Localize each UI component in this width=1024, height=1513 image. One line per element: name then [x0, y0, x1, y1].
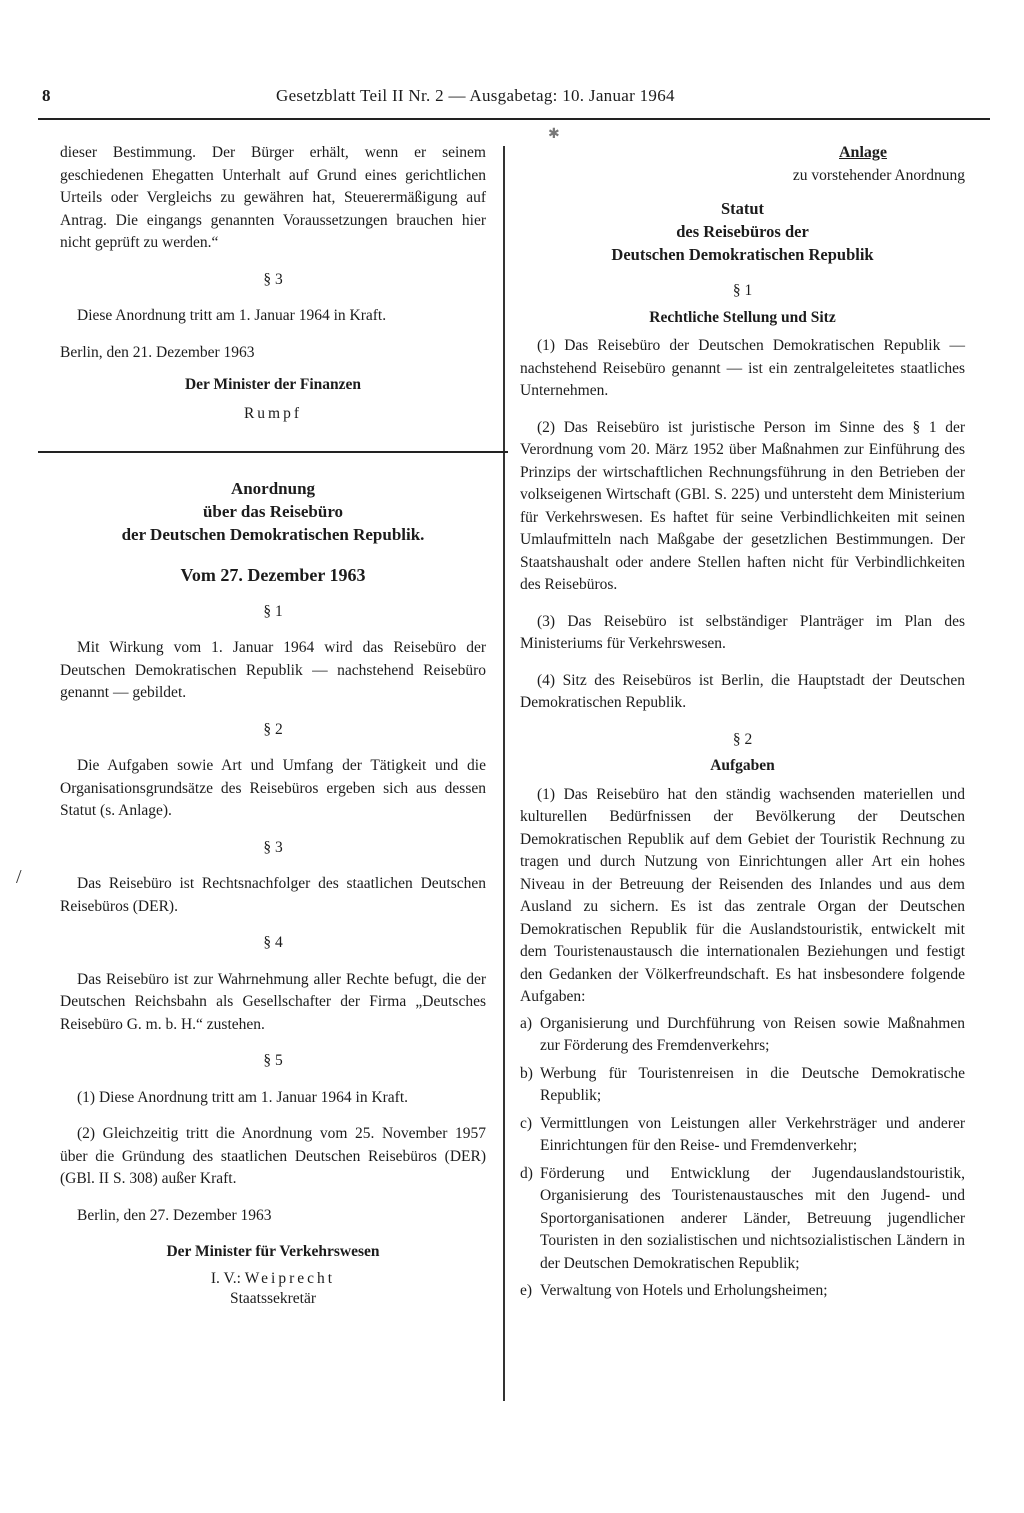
- list-item-label: e): [520, 1282, 533, 1299]
- signer-1-name: Rumpf: [243, 404, 303, 422]
- list-item-text: Werbung für Touristenreisen in die Deutsche Demokratische Republik;: [540, 1064, 965, 1104]
- page-header: [38, 86, 990, 112]
- signer-2-line: [60, 1268, 486, 1291]
- statute-section-2-paragraph-1: (1) Das Reisebüro hat den ständig wachsenden materiellen und kulturellen Bedürfnissen der Bevölkerung der Deutschen Demokratischen Republik auf dem Gebiet der Touristik Rechnung zu tragen und durch Nutzung von Einrichtungen aller Art ein hohes Niveau in der Betreuung der Reisenden des Inlandes und aus dem Ausland zu sichern. Es ist das zentrale Organ der Deutschen Demokratischen Republik für die Auslandstouristik, entwickelt mit dem Touristenaustausch die internationalen Beziehungen und festigt den Gedanken der Völkerfreundschaft. Es hat insbesondere folgende Aufgaben:: [520, 785, 965, 1005]
- statute-section-1-heading: Rechtliche Stellung und Sitz: [649, 308, 836, 326]
- signer-2-prefix: I. V.:: [210, 1269, 245, 1287]
- decree-section-4-text: Das Reisebüro ist zur Wahrnehmung aller Rechte befugt, die der Deutschen Reichsbahn als Gesellschafter der Firma „Deutsches Reisebüro G. m. b. H.“ zustehen.: [60, 970, 486, 1033]
- decree-title-line-1: Anordnung: [230, 479, 316, 498]
- right-column: [520, 142, 965, 1308]
- list-item-label: c): [520, 1114, 533, 1132]
- annex-subtitle: zu vorstehender Anordnung: [792, 166, 965, 184]
- decree-title-line-3: der Deutschen Demokratischen Republik.: [121, 525, 425, 544]
- statute-section-2-heading: Aufgaben: [710, 757, 775, 774]
- statute-section-2-label: § 2: [732, 730, 753, 748]
- decree-date: Vom 27. Dezember 1963: [180, 565, 366, 585]
- statute-title: [520, 197, 965, 266]
- list-item-text: Vermittlungen von Leistungen aller Verkehrsträger und anderer Einrichtungen für den Reise- und Fremdenverkehr;: [540, 1114, 965, 1154]
- list-item: [520, 1013, 965, 1058]
- list-item-text: Verwaltung von Hotels und Erholungsheimen;: [540, 1282, 828, 1299]
- decree-section-1-label: § 1: [263, 602, 283, 620]
- scan-mark: /: [16, 866, 22, 888]
- list-item-text: Organisierung und Durchführung von Reisen sowie Maßnahmen zur Förderung des Fremdenverkehrs;: [540, 1014, 965, 1054]
- statute-section-1-paragraph-4: (4) Sitz des Reisebüros ist Berlin, die Hauptstadt der Deutschen Demokratischen Republik.: [520, 671, 965, 711]
- statute-title-line-1: Statut: [720, 199, 765, 218]
- column-divider: [503, 146, 505, 1401]
- decree-section-1-text: Mit Wirkung vom 1. Januar 1964 wird das Reisebüro der Deutschen Demokratischen Republik — nachstehend Reisebüro genannt — gebildet.: [60, 639, 486, 701]
- left-column: [60, 142, 486, 1311]
- intro-paragraph: dieser Bestimmung. Der Bürger erhält, wenn er seinem geschiedenen Ehegatten Unterhalt auf Grund eines gerichtlichen Urteils oder Vergleichs zu gewähren hat, Steuerermäßigung auf Antrag. Die eingangs genannten Voraussetzungen brauchen hier nicht geprüft zu werden.“: [60, 144, 486, 251]
- list-item-text: Förderung und Entwicklung der Jugendauslandstouristik, Organisierung des Touristenaustausches mit den Jugend- und Sportorganisationen anderer Länder, Betreuung jugendlicher Touristen in den sozialistischen und nichtsozialistischen Ländern in der Deutschen Demokratischen Republik;: [540, 1164, 965, 1272]
- list-item-label: b): [520, 1064, 533, 1082]
- list-item-label: a): [520, 1014, 533, 1032]
- decree-section-4-label: § 4: [263, 934, 283, 951]
- decree-section-2-label: § 2: [263, 720, 283, 738]
- header-rule: [38, 118, 990, 120]
- signer-1-title: Der Minister der Finanzen: [184, 376, 362, 393]
- decree-title-line-2: über das Reisebüro: [202, 502, 344, 521]
- list-item: [520, 1063, 965, 1108]
- decree-section-5-paragraph-2: (2) Gleichzeitig tritt die Anordnung vom 25. November 1957 über die Gründung des staatlichen Deutschen Reisebüros (DER) (GBl. II S. 308) außer Kraft.: [60, 1125, 486, 1187]
- decree-section-3-label: § 3: [263, 838, 283, 856]
- list-item-label: d): [520, 1164, 533, 1182]
- header-title: Gesetzblatt Teil II Nr. 2 — Ausgabetag: 10. Januar 1964: [276, 86, 675, 105]
- statute-section-1-label: § 1: [732, 282, 753, 299]
- place-date-1: Berlin, den 21. Dezember 1963: [60, 343, 255, 361]
- section-3-label: § 3: [263, 270, 283, 288]
- signer-2-role: Staatssekretär: [229, 1290, 317, 1307]
- statute-title-line-3: Deutschen Demokratischen Republik: [611, 245, 874, 264]
- place-date-2: Berlin, den 27. Dezember 1963: [77, 1206, 272, 1224]
- tasks-list: [520, 1013, 965, 1303]
- statute-title-line-2: des Reisebüros der: [676, 222, 809, 241]
- list-item: [520, 1113, 965, 1158]
- section-separator: [38, 451, 508, 453]
- annex-label: Anlage: [839, 144, 887, 161]
- statute-section-1-paragraph-1: (1) Das Reisebüro der Deutschen Demokratischen Republik — nachstehend Reisebüro genannt — ist ein zentralgeleitetes staatliches Unternehmen.: [520, 337, 965, 399]
- list-item: [520, 1163, 965, 1276]
- list-item: [520, 1280, 965, 1303]
- statute-section-1-paragraph-3: (3) Das Reisebüro ist selbständiger Planträger im Plan des Ministeriums für Verkehrswesen.: [520, 612, 965, 652]
- statute-section-1-paragraph-2: (2) Das Reisebüro ist juristische Person im Sinne des § 1 der Verordnung vom 20. März 1952 über Maßnahmen zur Einführung des Prinzips der wirtschaftlichen Rechnungsführung in den Betrieben der volkseigenen Wirtschaft (GBl. S. 225) und untersteht dem Ministerium für Verkehrswesen. Es haftet für seine Verbindlichkeiten mit seinen Umlaufmitteln nach Maßgabe der gesetzlichen Bestimmungen. Der Staatshaushalt oder andere Stellen haften nicht für Verbindlichkeiten des Reisebüros.: [520, 418, 965, 593]
- decree-section-5-paragraph-1: (1) Diese Anordnung tritt am 1. Januar 1964 in Kraft.: [77, 1088, 409, 1106]
- decree-title: [60, 477, 486, 546]
- scan-mark: ✱: [548, 127, 560, 142]
- page-number: 8: [42, 86, 51, 105]
- decree-section-5-label: § 5: [263, 1052, 283, 1069]
- decree-section-2-text: Die Aufgaben sowie Art und Umfang der Tätigkeit und die Organisationsgrundsätze des Reisebüros ergeben sich aus dessen Statut (s. Anlage).: [60, 757, 486, 819]
- signer-2-name: Weiprecht: [244, 1269, 336, 1287]
- signer-2-title: Der Minister für Verkehrswesen: [166, 1243, 380, 1260]
- section-3-text: Diese Anordnung tritt am 1. Januar 1964 in Kraft.: [77, 307, 387, 324]
- decree-section-3-text: Das Reisebüro ist Rechtsnachfolger des staatlichen Deutschen Reisebüros (DER).: [60, 875, 486, 915]
